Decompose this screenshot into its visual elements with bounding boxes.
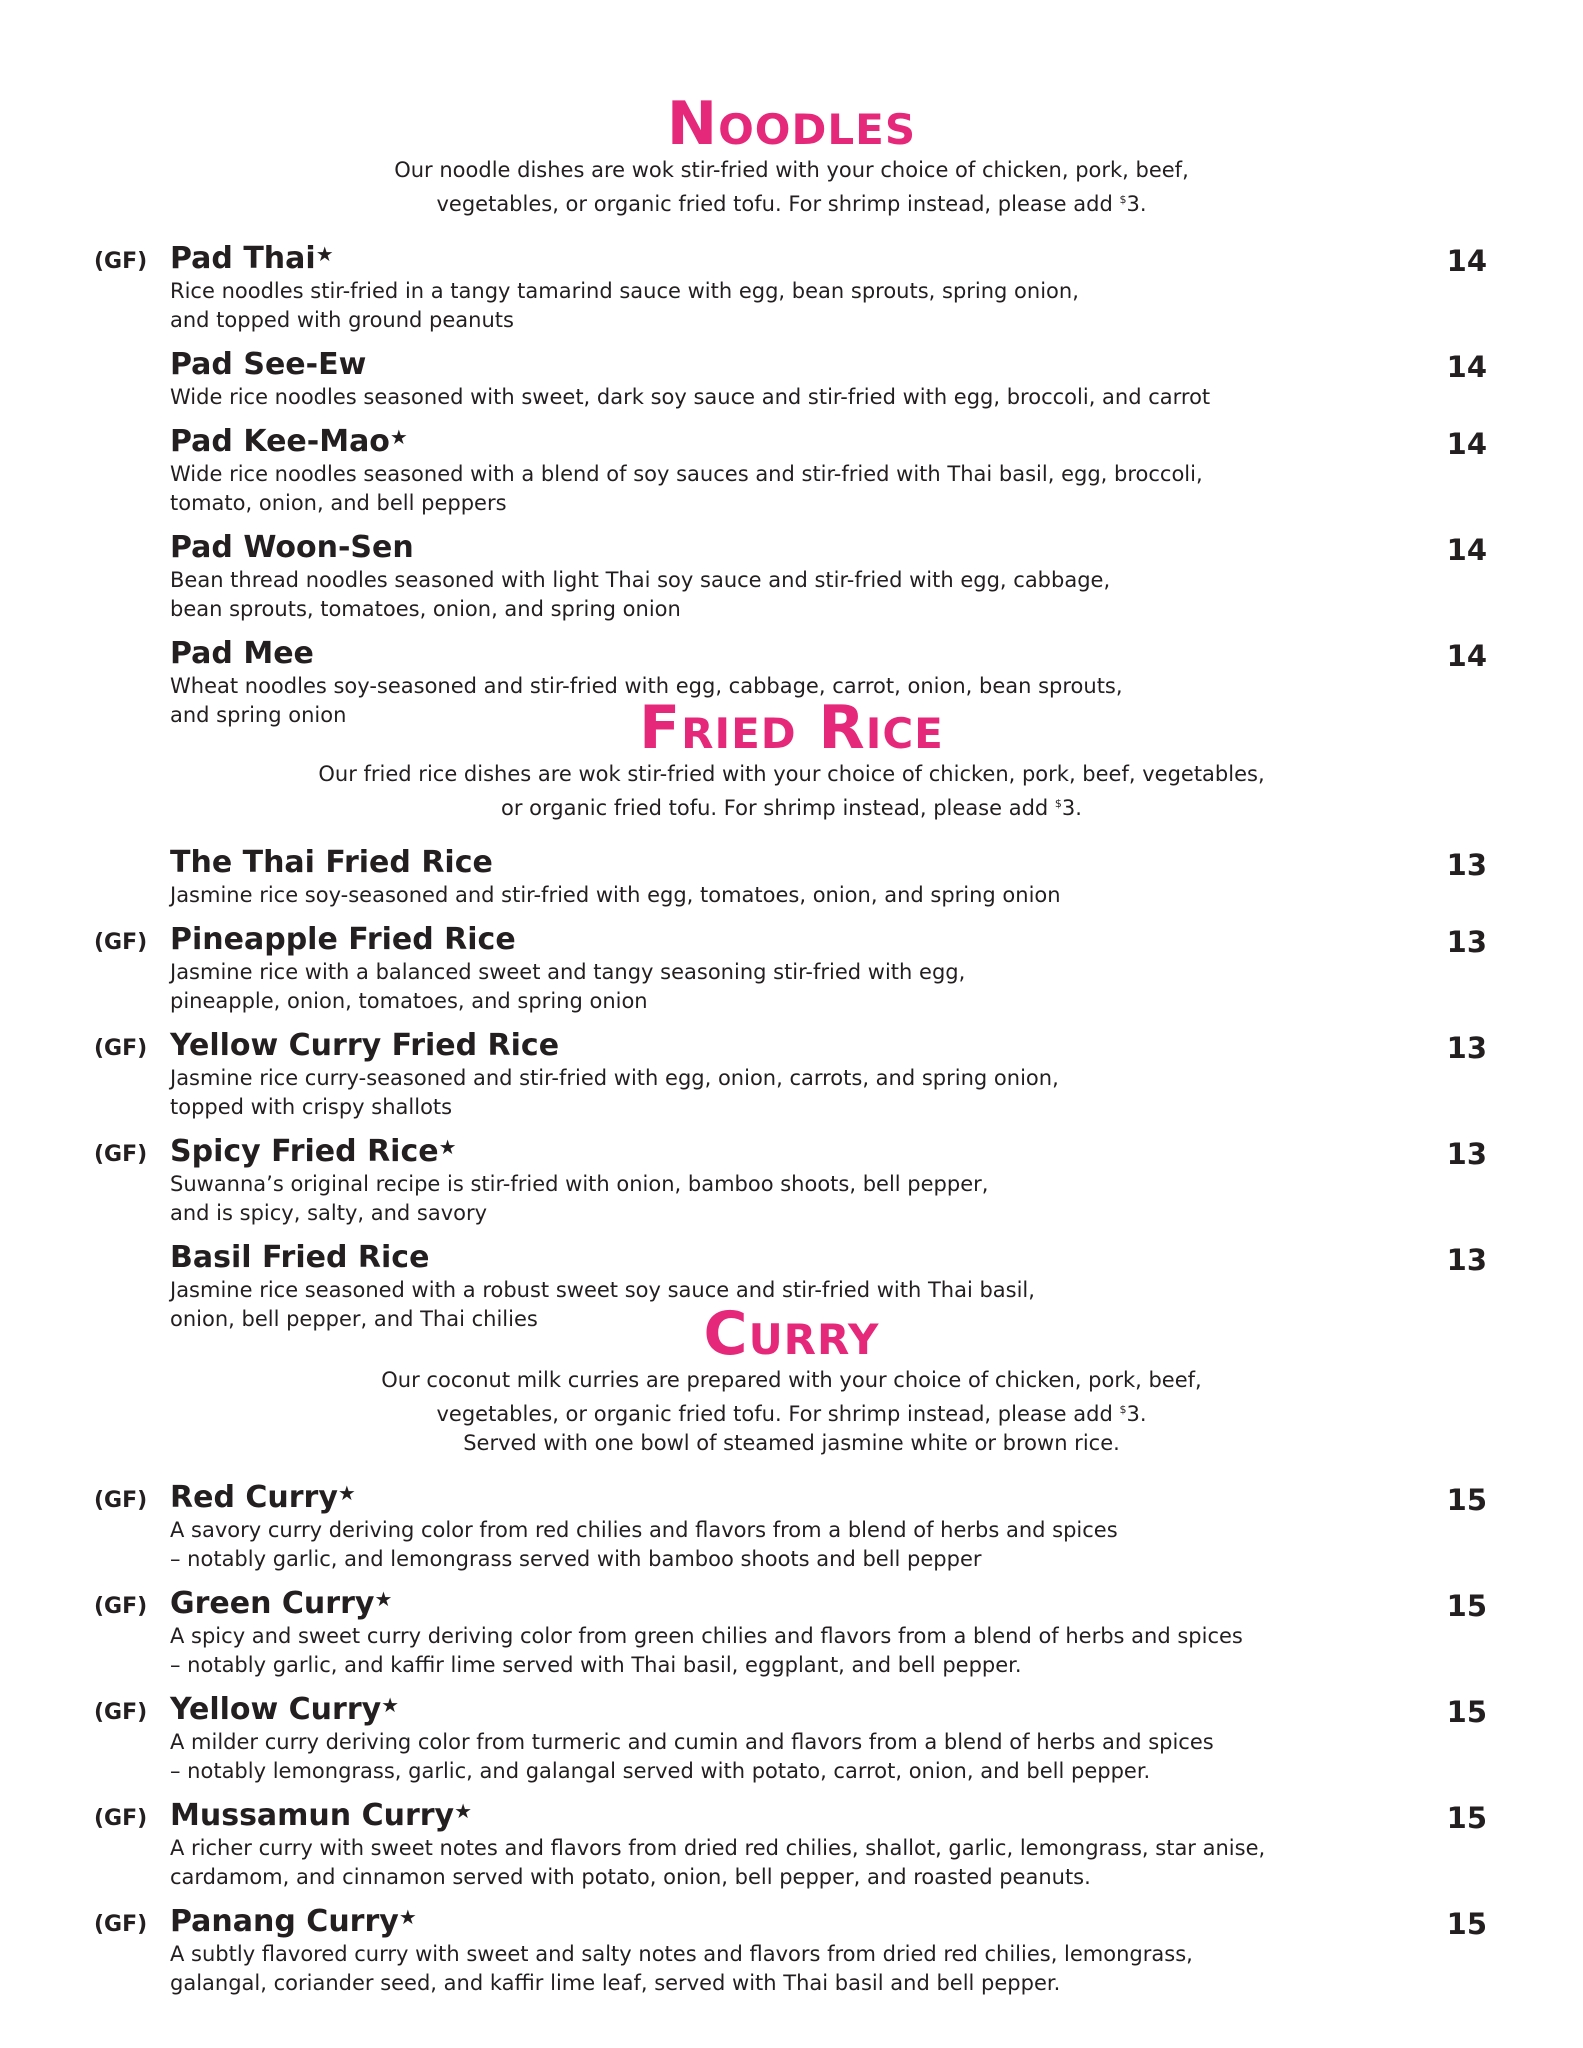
item-description xyxy=(170,958,1440,1016)
item-name-text: Pad Mee xyxy=(170,636,314,671)
description-text: or organic fried tofu. For shrimp instead, please add xyxy=(501,796,1055,820)
item-name-text: Yellow Curry Fried Rice xyxy=(170,1028,560,1063)
menu-items xyxy=(0,241,1583,730)
gluten-free-tag: (GF) xyxy=(94,1036,148,1061)
description-text: Our fried rice dishes are wok stir-fried with your choice of chicken, pork, beef, vegetables, xyxy=(318,762,1265,786)
menu-item xyxy=(0,1692,1583,1786)
item-description xyxy=(170,277,1440,335)
item-price: 15 xyxy=(1446,1801,1487,1835)
item-description xyxy=(170,566,1440,624)
item-name xyxy=(170,347,1583,383)
gluten-free-tag: (GF) xyxy=(94,1700,148,1725)
item-name xyxy=(170,1240,1583,1276)
description-text: Our noodle dishes are wok stir-fried with your choice of chicken, pork, beef, xyxy=(394,158,1189,182)
spicy-star-icon: ★ xyxy=(337,1481,356,1505)
description-line xyxy=(0,1429,1583,1458)
item-description-line: galangal, coriander seed, and kaffir lime leaf, served with Thai basil and bell pepper. xyxy=(170,1971,1061,1995)
item-price: 14 xyxy=(1446,533,1487,567)
item-description-line: Jasmine rice with a balanced sweet and tangy seasoning stir-fried with egg, xyxy=(170,960,966,984)
item-description-line: onion, bell pepper, and Thai chilies xyxy=(170,1307,538,1331)
item-price: 14 xyxy=(1446,244,1487,278)
gluten-free-tag: (GF) xyxy=(94,1142,148,1167)
item-name-text: Basil Fried Rice xyxy=(170,1240,430,1275)
item-description-line: tomato, onion, and bell peppers xyxy=(170,491,507,515)
item-description-line: cardamom, and cinnamon served with potato, onion, bell pepper, and roasted peanuts. xyxy=(170,1865,1091,1889)
item-price: 15 xyxy=(1446,1589,1487,1623)
item-price: 14 xyxy=(1446,639,1487,673)
spicy-star-icon: ★ xyxy=(454,1799,473,1823)
gluten-free-tag: (GF) xyxy=(94,1806,148,1831)
item-price: 13 xyxy=(1446,1243,1487,1277)
spicy-star-icon: ★ xyxy=(374,1587,393,1611)
item-name xyxy=(170,530,1583,566)
item-description xyxy=(170,1064,1440,1122)
item-description-line: Jasmine rice curry-seasoned and stir-fried with egg, onion, carrots, and spring onion, xyxy=(170,1066,1059,1090)
item-description-line: and topped with ground peanuts xyxy=(170,308,514,332)
item-description-line: Bean thread noodles seasoned with light Thai soy sauce and stir-fried with egg, cabbage, xyxy=(170,568,1111,592)
item-description-line: Wide rice noodles seasoned with sweet, dark soy sauce and stir-fried with egg, broccoli, and carrot xyxy=(170,385,1211,409)
description-text: 3. xyxy=(1126,192,1147,216)
item-description-line: topped with crispy shallots xyxy=(170,1095,453,1119)
gluten-free-tag: (GF) xyxy=(94,1594,148,1619)
menu-item xyxy=(0,1904,1583,1998)
item-description-line: A subtly flavored curry with sweet and salty notes and flavors from dried red chilies, lemongrass, xyxy=(170,1942,1193,1966)
item-name-text: Mussamun Curry xyxy=(170,1798,455,1833)
spicy-star-icon: ★ xyxy=(389,425,408,449)
item-description xyxy=(170,1170,1440,1228)
item-name-text: Pineapple Fried Rice xyxy=(170,922,516,957)
spicy-star-icon: ★ xyxy=(381,1693,400,1717)
item-description-line: A spicy and sweet curry deriving color from green chilies and flavors from a blend of herbs and spices xyxy=(170,1624,1243,1648)
item-description-line: Suwanna’s original recipe is stir-fried with onion, bamboo shoots, bell pepper, xyxy=(170,1172,989,1196)
item-name-text: Pad Kee-Mao xyxy=(170,424,390,459)
dollar-sign: $ xyxy=(1119,1403,1127,1416)
item-description-line: and is spicy, salty, and savory xyxy=(170,1201,488,1225)
item-name xyxy=(170,845,1583,881)
dollar-sign: $ xyxy=(1119,193,1127,206)
item-name xyxy=(170,636,1583,672)
item-name xyxy=(170,1904,1583,1940)
item-description-line: – notably garlic, and lemongrass served with bamboo shoots and bell pepper xyxy=(170,1547,982,1571)
gluten-free-tag: (GF) xyxy=(94,1912,148,1937)
section-title: Curry xyxy=(703,1299,880,1369)
item-description xyxy=(170,1622,1440,1680)
menu-item xyxy=(0,1798,1583,1892)
section-title: Fried Rice xyxy=(639,693,944,763)
description-text: 3. xyxy=(1061,796,1082,820)
description-line xyxy=(0,760,1583,789)
item-price: 13 xyxy=(1446,925,1487,959)
item-price: 13 xyxy=(1446,1031,1487,1065)
menu-items xyxy=(0,1480,1583,1998)
description-text: vegetables, or organic fried tofu. For shrimp instead, please add xyxy=(436,192,1120,216)
item-description-line: A richer curry with sweet notes and flavors from dried red chilies, shallot, garlic, lemongrass, star anise, xyxy=(170,1836,1266,1860)
menu-item xyxy=(0,845,1583,910)
item-name xyxy=(170,241,1583,277)
item-price: 14 xyxy=(1446,350,1487,384)
menu-item xyxy=(0,241,1583,335)
dollar-sign: $ xyxy=(1054,797,1062,810)
item-description-line: Jasmine rice seasoned with a robust sweet soy sauce and stir-fried with Thai basil, xyxy=(170,1278,1035,1302)
item-name-text: Red Curry xyxy=(170,1480,338,1515)
menu-item xyxy=(0,530,1583,624)
item-description xyxy=(170,881,1440,910)
item-description xyxy=(170,1940,1440,1998)
menu-items xyxy=(0,845,1583,1334)
description-text: Served with one bowl of steamed jasmine white or brown rice. xyxy=(463,1431,1120,1455)
description-line xyxy=(0,185,1583,219)
item-price: 13 xyxy=(1446,1137,1487,1171)
description-line xyxy=(0,156,1583,185)
item-description xyxy=(170,1728,1440,1786)
section-curry xyxy=(0,1299,1583,2010)
item-description-line: Wheat noodles soy-seasoned and stir-fried with egg, cabbage, carrot, onion, bean sprouts, xyxy=(170,674,1123,698)
item-description-line: A milder curry deriving color from turmeric and cumin and flavors from a blend of herbs and spices xyxy=(170,1730,1214,1754)
gluten-free-tag: (GF) xyxy=(94,930,148,955)
item-name-text: Panang Curry xyxy=(170,1904,399,1939)
item-name xyxy=(170,1692,1583,1728)
description-line xyxy=(0,1366,1583,1395)
item-price: 13 xyxy=(1446,848,1487,882)
spicy-star-icon: ★ xyxy=(398,1905,417,1929)
description-line xyxy=(0,789,1583,823)
spicy-star-icon: ★ xyxy=(438,1135,457,1159)
item-name-text: Spicy Fried Rice xyxy=(170,1134,439,1169)
item-price: 15 xyxy=(1446,1907,1487,1941)
menu-item xyxy=(0,922,1583,1016)
section-noodles xyxy=(0,89,1583,742)
description-text: Our coconut milk curries are prepared with your choice of chicken, pork, beef, xyxy=(381,1368,1202,1392)
section-description xyxy=(0,760,1583,823)
section-title: Noodles xyxy=(666,89,917,159)
gluten-free-tag: (GF) xyxy=(94,249,148,274)
item-description-line: Jasmine rice soy-seasoned and stir-fried with egg, tomatoes, onion, and spring onion xyxy=(170,883,1061,907)
item-name xyxy=(170,1480,1583,1516)
description-line xyxy=(0,1395,1583,1429)
menu-item xyxy=(0,1134,1583,1228)
item-name xyxy=(170,1798,1583,1834)
item-description-line: and spring onion xyxy=(170,703,347,727)
item-description-line: Wide rice noodles seasoned with a blend of soy sauces and stir-fried with Thai basil, egg, broccoli, xyxy=(170,462,1203,486)
item-name-text: Green Curry xyxy=(170,1586,375,1621)
item-name-text: The Thai Fried Rice xyxy=(170,845,493,880)
description-text: vegetables, or organic fried tofu. For shrimp instead, please add xyxy=(436,1402,1120,1426)
menu-item xyxy=(0,1480,1583,1574)
item-name-text: Yellow Curry xyxy=(170,1692,382,1727)
section-description xyxy=(0,156,1583,219)
description-text: 3. xyxy=(1126,1402,1147,1426)
item-description xyxy=(170,460,1440,518)
section-description xyxy=(0,1366,1583,1458)
gluten-free-tag: (GF) xyxy=(94,1488,148,1513)
item-name-text: Pad See-Ew xyxy=(170,347,367,382)
item-name-text: Pad Woon-Sen xyxy=(170,530,414,565)
item-price: 14 xyxy=(1446,427,1487,461)
item-price: 15 xyxy=(1446,1695,1487,1729)
item-name xyxy=(170,922,1583,958)
item-name xyxy=(170,1028,1583,1064)
menu-item xyxy=(0,424,1583,518)
section-fried-rice xyxy=(0,693,1583,1346)
spicy-star-icon: ★ xyxy=(315,242,334,266)
item-description xyxy=(170,383,1440,412)
item-description-line: Rice noodles stir-fried in a tangy tamarind sauce with egg, bean sprouts, spring onion, xyxy=(170,279,1079,303)
item-name-text: Pad Thai xyxy=(170,241,316,276)
menu-item xyxy=(0,1028,1583,1122)
item-description xyxy=(170,1834,1440,1892)
item-price: 15 xyxy=(1446,1483,1487,1517)
item-name xyxy=(170,1586,1583,1622)
item-name xyxy=(170,1134,1583,1170)
item-name xyxy=(170,424,1583,460)
item-description-line: pineapple, onion, tomatoes, and spring onion xyxy=(170,989,648,1013)
menu-item xyxy=(0,1586,1583,1680)
item-description xyxy=(170,1516,1440,1574)
item-description-line: bean sprouts, tomatoes, onion, and spring onion xyxy=(170,597,681,621)
item-description-line: A savory curry deriving color from red chilies and flavors from a blend of herbs and spices xyxy=(170,1518,1118,1542)
menu-item xyxy=(0,347,1583,412)
item-description-line: – notably garlic, and kaffir lime served with Thai basil, eggplant, and bell pepper. xyxy=(170,1653,1022,1677)
item-description-line: – notably lemongrass, garlic, and galangal served with potato, carrot, onion, and bell pepper. xyxy=(170,1759,1151,1783)
